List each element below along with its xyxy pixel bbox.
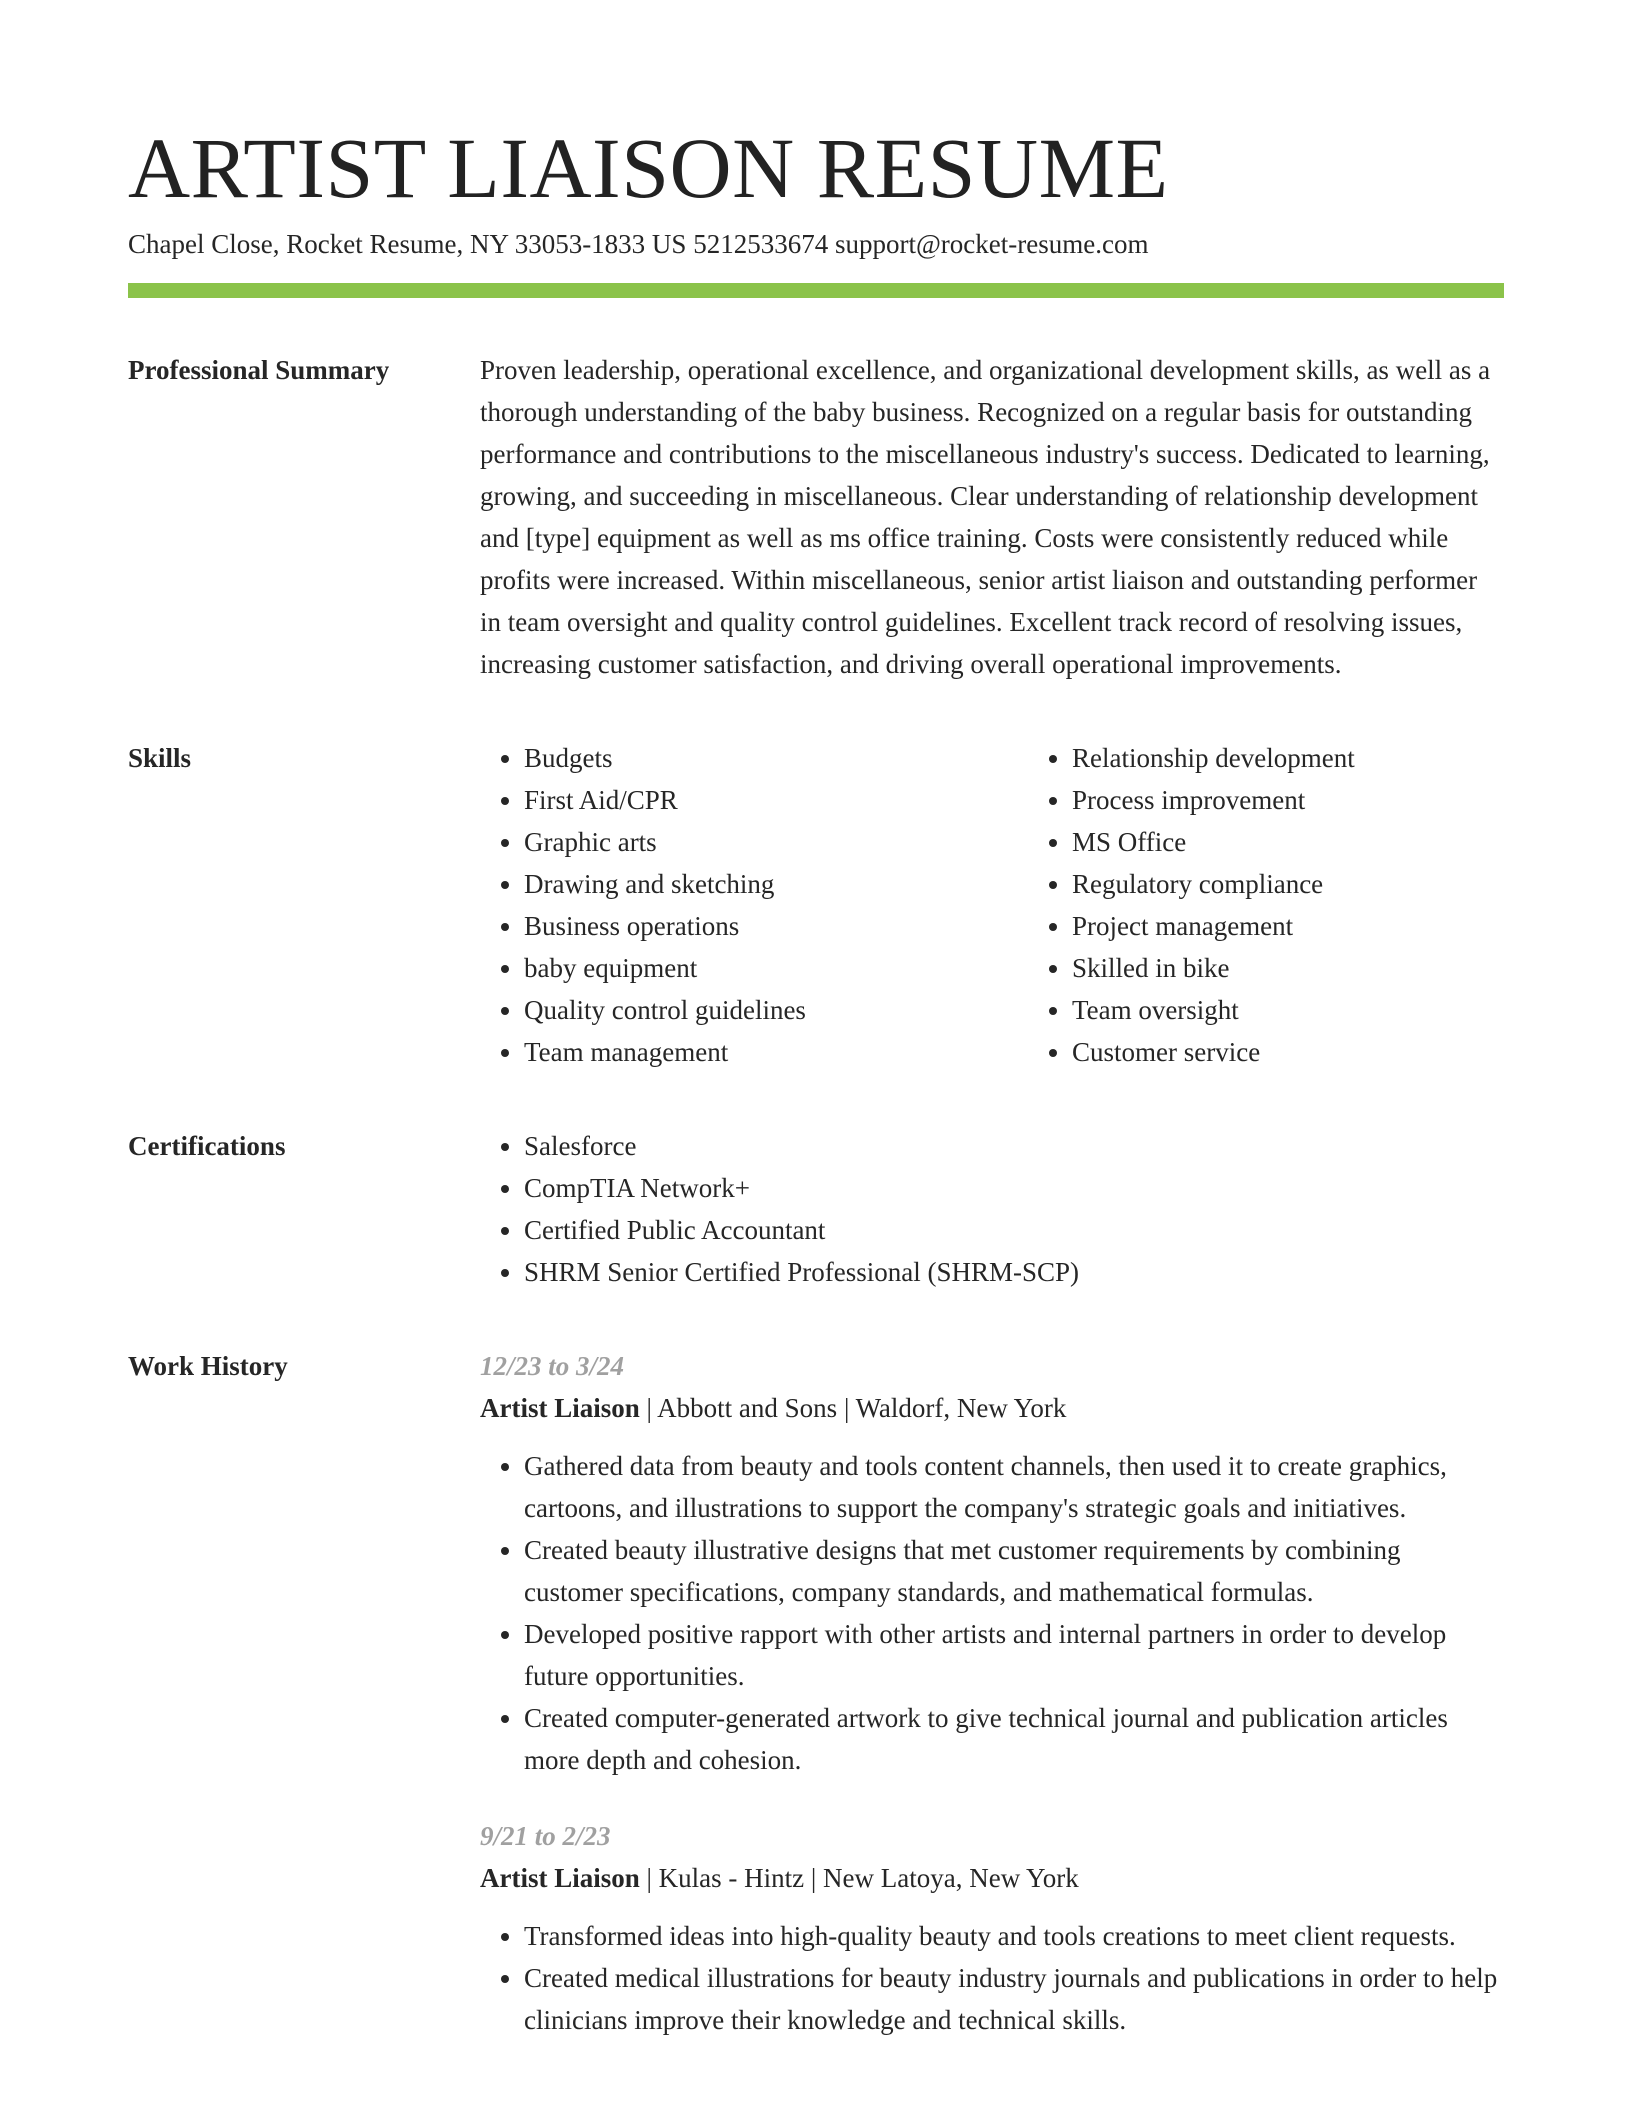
skill-item: • Project management: [1072, 905, 1576, 947]
certification-item: • SHRM Senior Certified Professional (SHRM-SCP): [524, 1251, 1504, 1293]
resume-title: ARTIST LIAISON RESUME: [128, 120, 1169, 216]
skill-item: • Skilled in bike: [1072, 947, 1576, 989]
job-date: 9/21 to 2/23: [480, 1821, 611, 1851]
certification-item: • Salesforce: [524, 1125, 1504, 1167]
job-bullet: • Transformed ideas into high-quality beauty and tools creations to meet client requests.: [524, 1915, 1504, 1957]
job-bullet: • Created medical illustrations for beauty industry journals and publications in order to help clinicians improve their knowledge and technical skills.: [524, 1957, 1504, 2041]
job-bullet: • Gathered data from beauty and tools content channels, then used it to create graphics, cartoons, and illustrations to support the company's strategic goals and initiatives.: [524, 1445, 1504, 1529]
job-bullet: • Created beauty illustrative designs that met customer requirements by combining customer specifications, company standards, and mathematical formulas.: [524, 1529, 1504, 1613]
summary-section: [128, 349, 1504, 685]
section-label-work-history: Work History: [128, 1351, 288, 1381]
job-details: | Abbott and Sons | Waldorf, New York: [639, 1393, 1067, 1423]
job-heading: [480, 1387, 1504, 1429]
skill-item: • baby equipment: [524, 947, 1028, 989]
section-label-certifications: Certifications: [128, 1131, 286, 1161]
skills-body: [480, 737, 1576, 1073]
skill-item: • Quality control guidelines: [524, 989, 1028, 1031]
certifications-body: [480, 1125, 1504, 1293]
certification-item: • CompTIA Network+: [524, 1167, 1504, 1209]
skill-item: • Regulatory compliance: [1072, 863, 1576, 905]
skill-item: • Business operations: [524, 905, 1028, 947]
certification-item: • Certified Public Accountant: [524, 1209, 1504, 1251]
skill-item: • Team management: [524, 1031, 1028, 1073]
skill-item: • Drawing and sketching: [524, 863, 1028, 905]
skill-item: • Graphic arts: [524, 821, 1028, 863]
job-bullet: • Created computer-generated artwork to give technical journal and publication articles more depth and cohesion.: [524, 1697, 1504, 1781]
summary-body: [480, 349, 1504, 685]
contact-info: Chapel Close, Rocket Resume, NY 33053-1833 US 5212533674 support@rocket-resume.com: [128, 229, 1149, 259]
skill-item: • First Aid/CPR: [524, 779, 1028, 821]
job-title: Artist Liaison: [480, 1393, 640, 1423]
section-label-skills: Skills: [128, 743, 192, 773]
job-entry: [480, 1345, 1504, 1781]
certifications-section: [128, 1125, 1504, 1293]
skill-item: • Process improvement: [1072, 779, 1576, 821]
summary-text: Proven leadership, operational excellence, and organizational development skills, as well as a thorough understanding of the baby business. Recognized on a regular basis for outstanding performance and contributions to the miscellaneous industry's success. Dedicated to learning, growing, and succeeding in miscellaneous. Clear understanding of relationship development and [type] equipment as well as ms office training. Costs were consistently reduced while profits were increased. Within miscellaneous, senior artist liaison and outstanding performer in team oversight and quality control guidelines. Excellent track record of resolving issues, increasing customer satisfaction, and driving overall operational improvements.: [480, 355, 1491, 679]
job-heading: [480, 1857, 1504, 1899]
work-history-section: [128, 1345, 1504, 2041]
skill-item: • Customer service: [1072, 1031, 1576, 1073]
job-entry: [480, 1815, 1504, 2041]
job-details: | Kulas - Hintz | New Latoya, New York: [639, 1863, 1079, 1893]
skills-section: [128, 737, 1504, 1073]
job-bullet-list: [480, 1915, 1504, 2041]
skills-list-left: [480, 737, 1028, 1073]
header-divider: [128, 283, 1504, 298]
skills-list-right: [1028, 737, 1576, 1073]
skill-item: • Team oversight: [1072, 989, 1576, 1031]
skill-item: • MS Office: [1072, 821, 1576, 863]
section-label-summary: Professional Summary: [128, 355, 390, 385]
skill-item: • Budgets: [524, 737, 1028, 779]
skill-item: • Relationship development: [1072, 737, 1576, 779]
resume-page: [128, 118, 1504, 2041]
job-date: 12/23 to 3/24: [480, 1351, 625, 1381]
job-bullet-list: [480, 1445, 1504, 1781]
job-bullet: • Developed positive rapport with other artists and internal partners in order to develop future opportunities.: [524, 1613, 1504, 1697]
work-history-body: [480, 1345, 1504, 2041]
job-title: Artist Liaison: [480, 1863, 640, 1893]
certifications-list: [480, 1125, 1504, 1293]
